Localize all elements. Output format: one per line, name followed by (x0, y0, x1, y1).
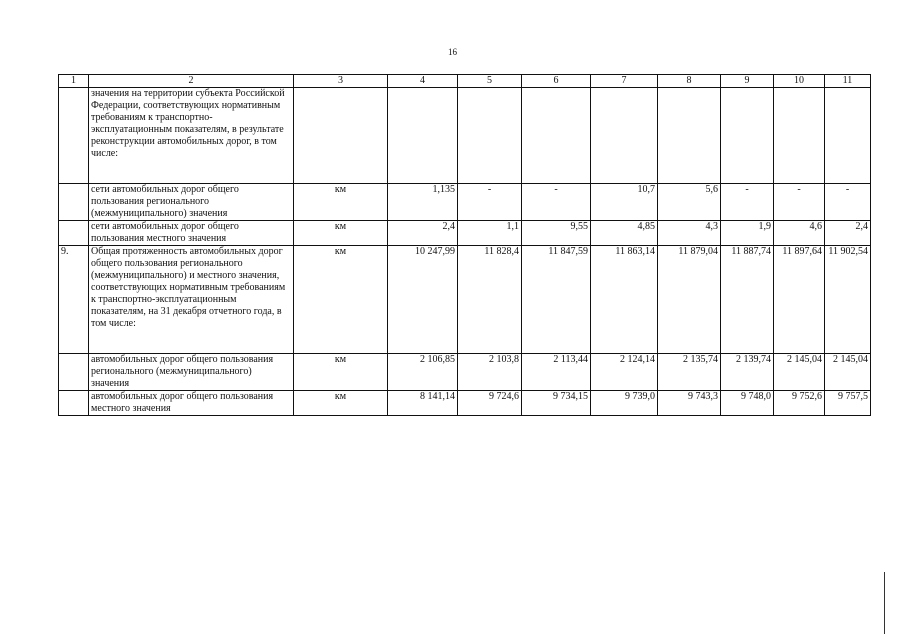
column-header-8: 8 (658, 75, 721, 88)
value-cell-col-8: 2 135,74 (658, 354, 721, 391)
value-cell-col-4: 1,135 (388, 184, 458, 221)
unit-cell (294, 88, 388, 184)
row-number (59, 354, 89, 391)
column-header-5: 5 (458, 75, 522, 88)
value-cell-col-11: 2 145,04 (825, 354, 871, 391)
unit-cell: км (294, 354, 388, 391)
value-cell-col-9: 1,9 (721, 221, 774, 246)
value-cell-col-9: - (721, 184, 774, 221)
value-cell-col-7: 4,85 (591, 221, 658, 246)
value-cell-col-10: 11 897,64 (774, 246, 825, 354)
value-cell-col-11: 11 902,54 (825, 246, 871, 354)
value-cell-col-9: 9 748,0 (721, 391, 774, 416)
value-cell-col-7: 2 124,14 (591, 354, 658, 391)
page-number: 16 (448, 47, 457, 57)
indicator-name: автомобильных дорог общего пользования регионального (межмуниципального) значения (89, 354, 294, 391)
value-cell-col-5: 1,1 (458, 221, 522, 246)
value-cell-col-11 (825, 88, 871, 184)
value-cell-col-4: 2,4 (388, 221, 458, 246)
row-number (59, 391, 89, 416)
value-cell-col-5: - (458, 184, 522, 221)
value-cell-col-9: 11 887,74 (721, 246, 774, 354)
value-cell-col-4: 10 247,99 (388, 246, 458, 354)
value-cell-col-8: 5,6 (658, 184, 721, 221)
column-header-4: 4 (388, 75, 458, 88)
value-cell-col-10: 2 145,04 (774, 354, 825, 391)
value-cell-col-6 (522, 88, 591, 184)
value-cell-col-7: 9 739,0 (591, 391, 658, 416)
table-row (59, 391, 871, 416)
column-header-2: 2 (89, 75, 294, 88)
column-header-7: 7 (591, 75, 658, 88)
value-cell-col-5: 2 103,8 (458, 354, 522, 391)
column-header-6: 6 (522, 75, 591, 88)
table-row (59, 221, 871, 246)
value-cell-col-4: 8 141,14 (388, 391, 458, 416)
value-cell-col-9 (721, 88, 774, 184)
header-row (59, 75, 871, 88)
table-row (59, 88, 871, 184)
value-cell-col-7: 10,7 (591, 184, 658, 221)
unit-cell: км (294, 391, 388, 416)
value-cell-col-10: - (774, 184, 825, 221)
indicator-name: значения на территории субъекта Российской Федерации, соответствующих нормативным требованиям к транспортно-эксплуатационным показателям, в результате реконструкции автомобильных дорог, в том числе: (89, 88, 294, 184)
value-cell-col-6: 11 847,59 (522, 246, 591, 354)
value-cell-col-8: 9 743,3 (658, 391, 721, 416)
indicator-name: Общая протяженность автомобильных дорог общего пользования регионального (межмуниципального) и местного значения, соответствующих нормативным требованиям к транспортно-эксплуатационным показателям, на 31 декабря отчетного года, в том числе: (89, 246, 294, 354)
value-cell-col-4: 2 106,85 (388, 354, 458, 391)
row-number (59, 184, 89, 221)
indicator-name: сети автомобильных дорог общего пользования регионального (межмуниципального) значения (89, 184, 294, 221)
value-cell-col-8: 11 879,04 (658, 246, 721, 354)
value-cell-col-6: 2 113,44 (522, 354, 591, 391)
table-row (59, 246, 871, 354)
value-cell-col-9: 2 139,74 (721, 354, 774, 391)
value-cell-col-8: 4,3 (658, 221, 721, 246)
column-header-3: 3 (294, 75, 388, 88)
value-cell-col-7: 11 863,14 (591, 246, 658, 354)
value-cell-col-8 (658, 88, 721, 184)
value-cell-col-10: 9 752,6 (774, 391, 825, 416)
value-cell-col-6: 9 734,15 (522, 391, 591, 416)
value-cell-col-5: 11 828,4 (458, 246, 522, 354)
value-cell-col-5: 9 724,6 (458, 391, 522, 416)
table-row (59, 354, 871, 391)
column-header-1: 1 (59, 75, 89, 88)
table-body (59, 75, 871, 416)
value-cell-col-6: - (522, 184, 591, 221)
indicators-table (58, 74, 871, 416)
margin-line (884, 572, 885, 634)
value-cell-col-7 (591, 88, 658, 184)
unit-cell: км (294, 246, 388, 354)
value-cell-col-4 (388, 88, 458, 184)
value-cell-col-11: 9 757,5 (825, 391, 871, 416)
row-number: 9. (59, 246, 89, 354)
column-header-9: 9 (721, 75, 774, 88)
value-cell-col-10 (774, 88, 825, 184)
row-number (59, 221, 89, 246)
column-header-10: 10 (774, 75, 825, 88)
unit-cell: км (294, 184, 388, 221)
table-row (59, 184, 871, 221)
value-cell-col-11: 2,4 (825, 221, 871, 246)
unit-cell: км (294, 221, 388, 246)
row-number (59, 88, 89, 184)
indicator-name: автомобильных дорог общего пользования местного значения (89, 391, 294, 416)
indicator-name: сети автомобильных дорог общего пользования местного значения (89, 221, 294, 246)
value-cell-col-6: 9,55 (522, 221, 591, 246)
value-cell-col-10: 4,6 (774, 221, 825, 246)
value-cell-col-5 (458, 88, 522, 184)
value-cell-col-11: - (825, 184, 871, 221)
column-header-11: 11 (825, 75, 871, 88)
